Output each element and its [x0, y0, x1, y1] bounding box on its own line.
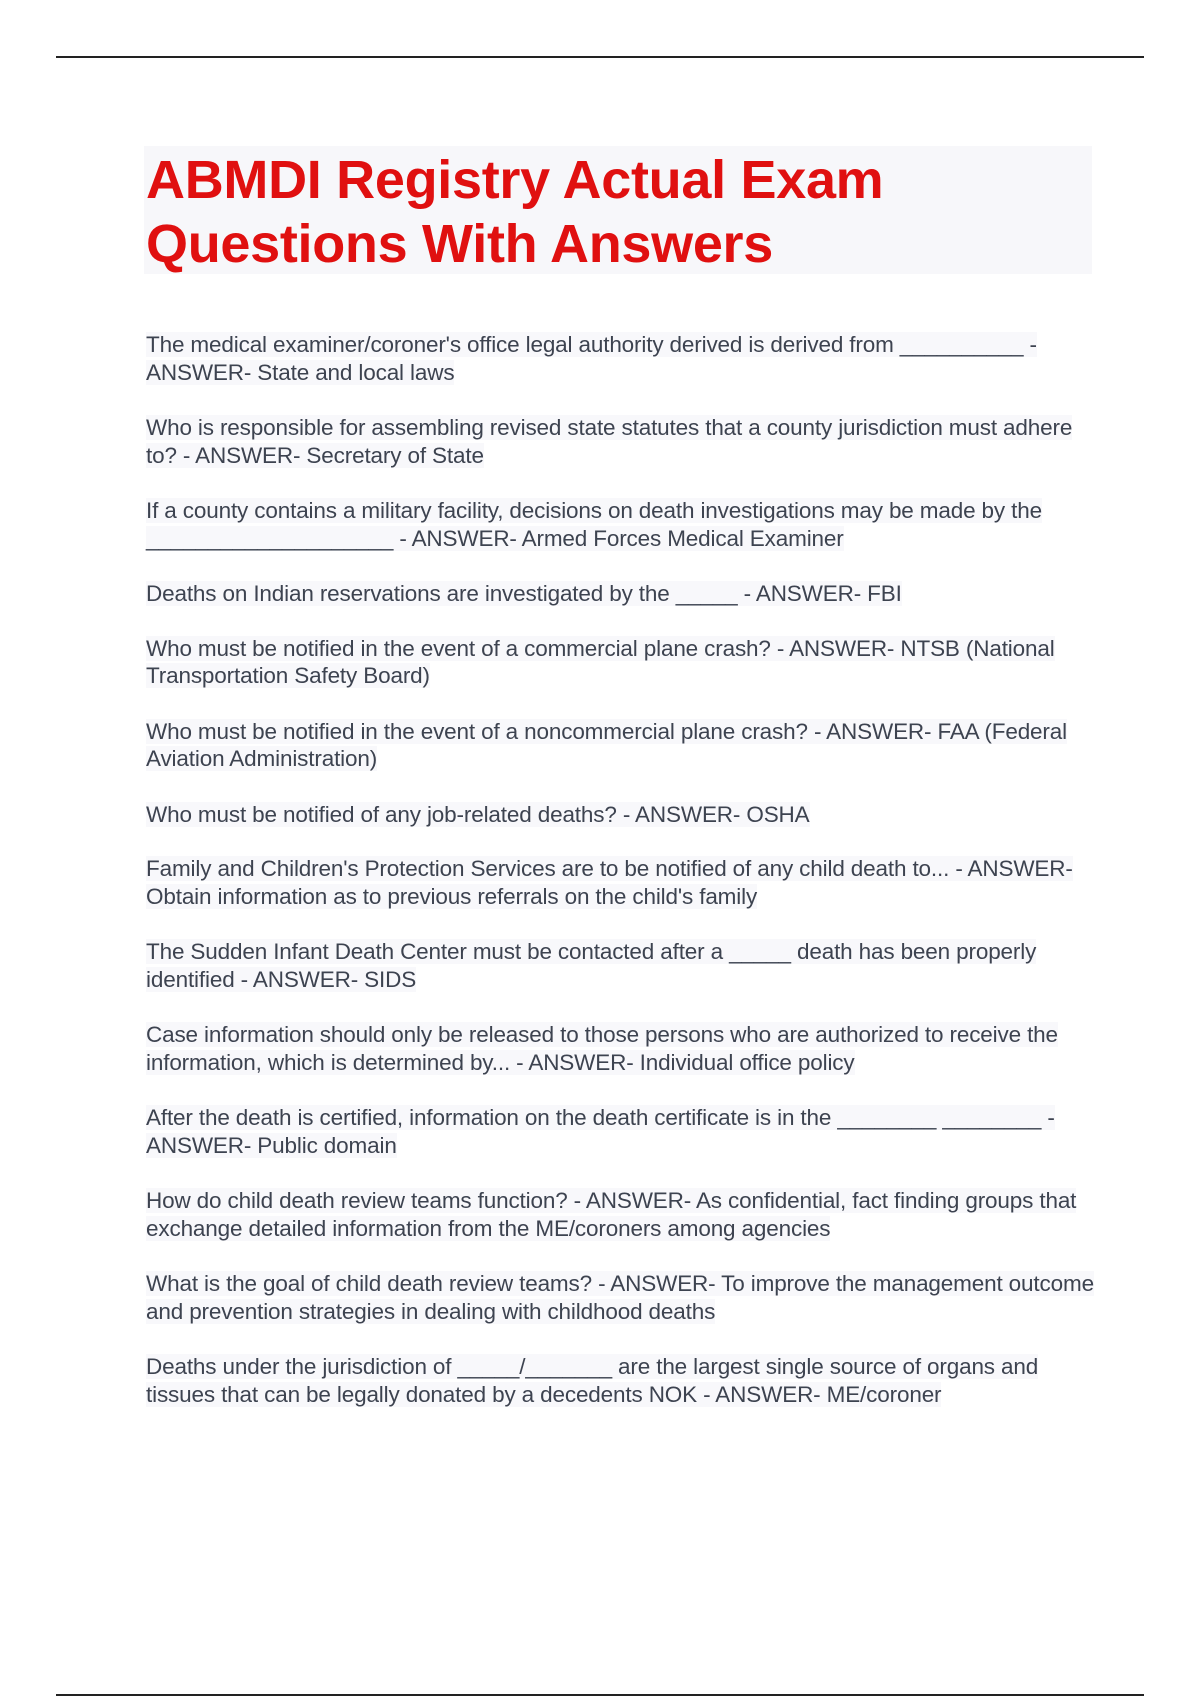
- qa-item: [146, 1270, 1096, 1325]
- qa-text: What is the goal of child death review teams? - ANSWER- To improve the management outcome and prevention strategies in dealing with childhood deaths: [146, 1271, 1094, 1324]
- qa-item: [146, 580, 1096, 608]
- qa-text: Who must be notified in the event of a commercial plane crash? - ANSWER- NTSB (National Transportation Safety Board): [146, 635, 1055, 688]
- qa-list: [146, 331, 1096, 1436]
- qa-text: Case information should only be released to those persons who are authorized to receive the information, which is determined by... - ANSWER- Individual office policy: [146, 1022, 1058, 1075]
- qa-item: [146, 1104, 1096, 1159]
- qa-text: Deaths under the jurisdiction of _____/_______ are the largest single source of organs and tissues that can be legally donated by a decedents NOK - ANSWER- ME/coroner: [146, 1354, 1039, 1407]
- qa-text: The medical examiner/coroner's office legal authority derived is derived from __________ - ANSWER- State and local laws: [146, 332, 1037, 385]
- qa-item: [146, 1187, 1096, 1242]
- document-title: ABMDI Registry Actual Exam Questions With Answers: [146, 150, 884, 274]
- qa-text: Who must be notified in the event of a noncommercial plane crash? - ANSWER- FAA (Federal Aviation Administration): [146, 718, 1067, 771]
- qa-text: The Sudden Infant Death Center must be contacted after a _____ death has been properly identified - ANSWER- SIDS: [146, 939, 1037, 992]
- qa-item: [146, 497, 1096, 552]
- qa-item: [146, 1021, 1096, 1076]
- qa-text: Deaths on Indian reservations are investigated by the _____ - ANSWER- FBI: [146, 581, 902, 606]
- qa-item: [146, 718, 1096, 773]
- qa-text: Who is responsible for assembling revised state statutes that a county jurisdiction must adhere to? - ANSWER- Secretary of State: [146, 415, 1073, 468]
- top-rule: [56, 56, 1144, 58]
- qa-item: [146, 855, 1096, 910]
- qa-item: [146, 414, 1096, 469]
- qa-text: How do child death review teams function? - ANSWER- As confidential, fact finding groups that exchange detailed information from the ME/coroners among agencies: [146, 1188, 1077, 1241]
- qa-item: [146, 331, 1096, 386]
- qa-item: [146, 938, 1096, 993]
- qa-item: [146, 801, 1096, 829]
- qa-item: [146, 1353, 1096, 1408]
- qa-text: If a county contains a military facility, decisions on death investigations may be made by the ____________________ - ANSWER- Armed Forces Medical Examiner: [146, 498, 1042, 551]
- qa-item: [146, 635, 1096, 690]
- qa-text: Family and Children's Protection Services are to be notified of any child death to... - ANSWER- Obtain information as to previous referrals on the child's family: [146, 856, 1073, 909]
- bottom-rule: [56, 1694, 1144, 1696]
- qa-text: After the death is certified, information on the death certificate is in the ________ ________ - ANSWER- Public domain: [146, 1105, 1055, 1158]
- qa-text: Who must be notified of any job-related deaths? - ANSWER- OSHA: [146, 801, 810, 827]
